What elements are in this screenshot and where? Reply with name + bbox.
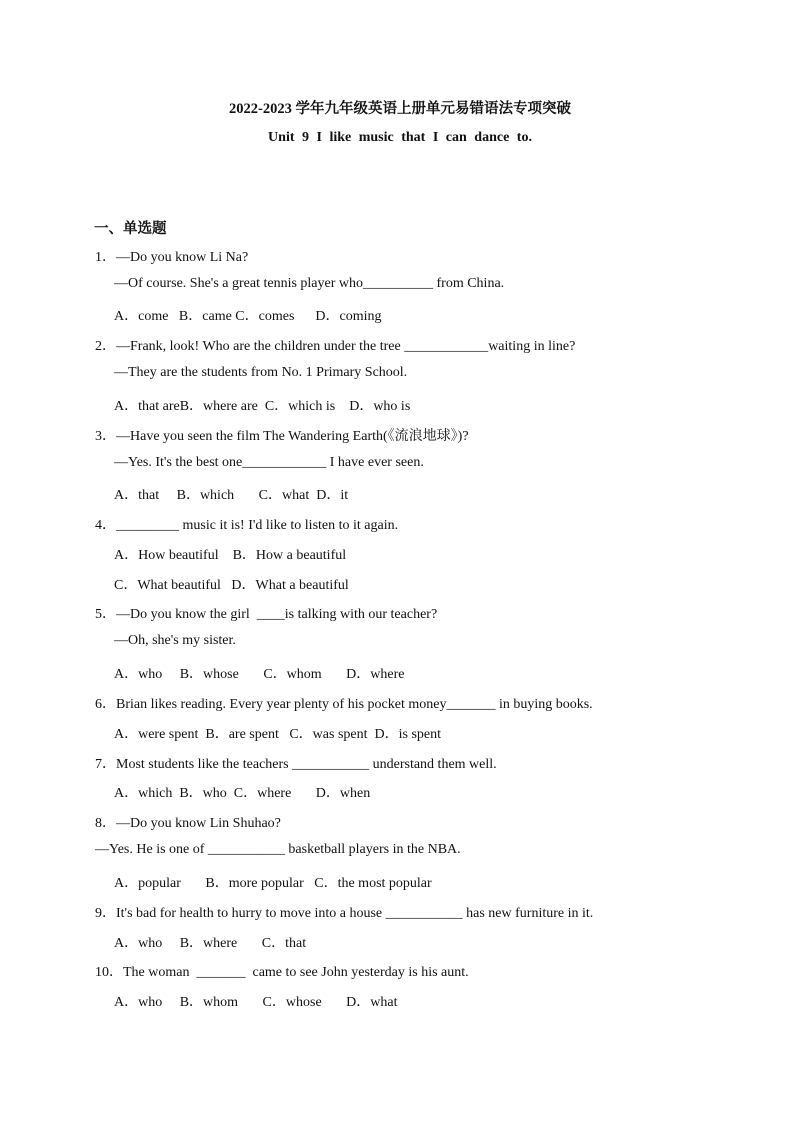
question-5-line-2: —Oh, she's my sister.	[114, 633, 236, 648]
question-7-options: A．which B．who C．where D．when	[114, 786, 371, 801]
question-8-options: A．popular B．more popular C．the most popular	[114, 876, 432, 891]
question-2-options: A．that areB．where are C．which is D．who is	[114, 399, 411, 414]
question-2-stem: 2．—Frank, look! Who are the children under the tree ____________waiting in line?	[95, 339, 576, 354]
question-6-stem: 6．Brian likes reading. Every year plenty of his pocket money_______ in buying books.	[95, 697, 593, 712]
question-1-stem: 1．—Do you know Li Na?	[95, 250, 249, 265]
question-5-stem: 5．—Do you know the girl ____is talking with our teacher?	[95, 607, 438, 622]
page-title: 2022-2023 学年九年级英语上册单元易错语法专项突破	[229, 101, 571, 117]
question-7-stem: 7．Most students like the teachers ___________ understand them well.	[95, 757, 497, 772]
question-10-stem: 10．The woman _______ came to see John yesterday is his aunt.	[95, 965, 469, 980]
question-9-options: A．who B．where C．that	[114, 936, 307, 951]
question-8-stem: 8．—Do you know Lin Shuhao?	[95, 816, 281, 831]
question-4-options-1: A．How beautiful B．How a beautiful	[114, 548, 347, 563]
question-9-stem: 9．It's bad for health to hurry to move into a house ___________ has new furniture in it.	[95, 906, 594, 921]
question-3-stem: 3．—Have you seen the film The Wandering Earth(《流浪地球》)?	[95, 429, 469, 444]
question-10-options: A．who B．whom C．whose D．what	[114, 995, 398, 1010]
page-subtitle: Unit 9 I like music that I can dance to.	[268, 130, 532, 145]
question-4-stem: 4．_________ music it is! I'd like to listen to it again.	[95, 518, 399, 533]
question-6-options: A．were spent B．are spent C．was spent D．is spent	[114, 727, 442, 742]
question-3-line-2: —Yes. It's the best one____________ I have ever seen.	[114, 455, 424, 470]
question-1-line-2: —Of course. She's a great tennis player who__________ from China.	[114, 276, 505, 291]
question-3-options: A．that B．which C．what D．it	[114, 488, 349, 503]
question-5-options: A．who B．whose C．whom D．where	[114, 667, 405, 682]
question-4-options-2: C．What beautiful D．What a beautiful	[114, 578, 349, 593]
question-1-options: A．come B．came C．comes D．coming	[114, 309, 382, 324]
question-2-line-2: —They are the students from No. 1 Primary School.	[114, 365, 408, 380]
section-heading: 一、单选题	[94, 221, 167, 237]
question-8-line-2: —Yes. He is one of ___________ basketball players in the NBA.	[95, 842, 461, 857]
